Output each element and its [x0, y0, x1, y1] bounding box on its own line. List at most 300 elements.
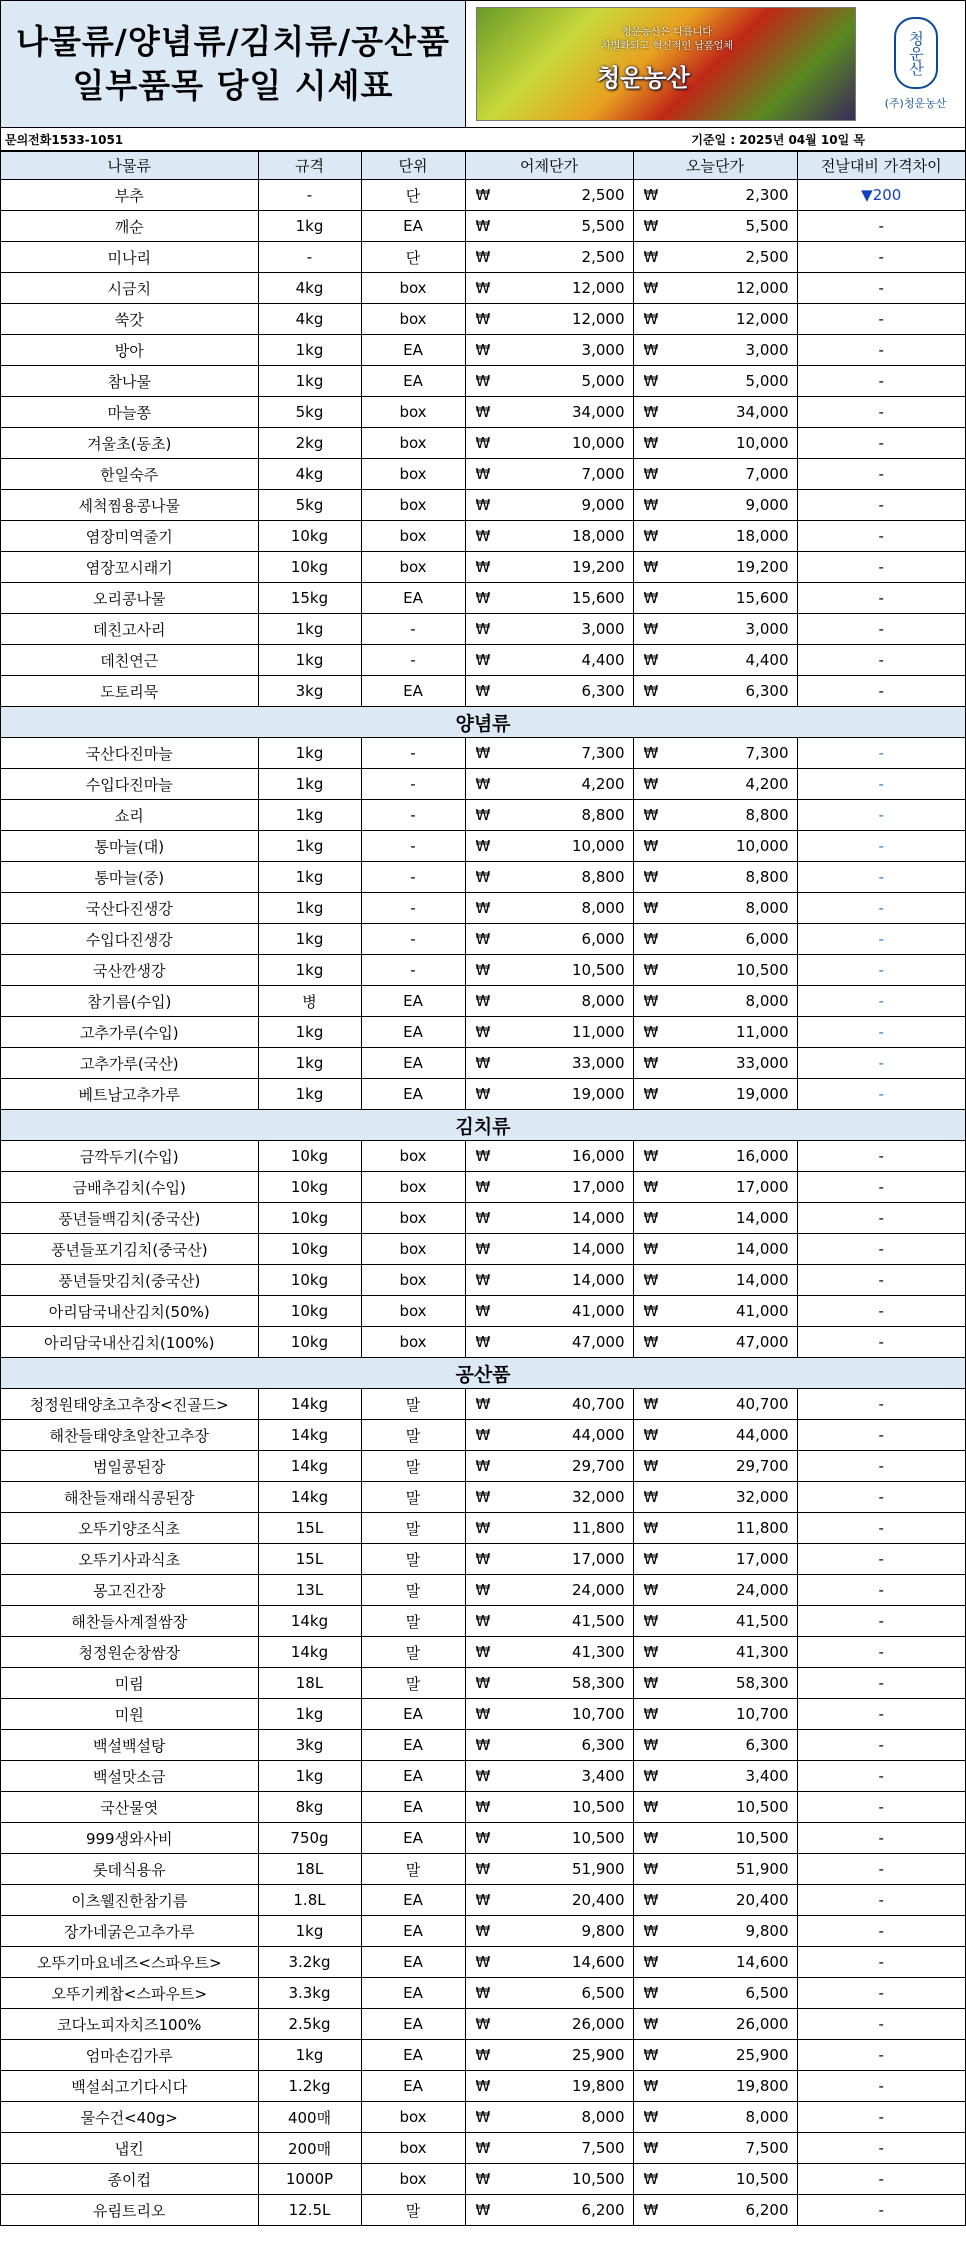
won-symbol: ₩	[643, 372, 659, 390]
table-row	[1, 273, 965, 304]
won-symbol: ₩	[643, 651, 659, 669]
today-price-cell	[633, 924, 797, 955]
today-price-cell	[633, 1668, 797, 1699]
yesterday-price-value: 17,000	[572, 1550, 625, 1568]
banner-tagline	[577, 26, 757, 54]
item-spec: 1kg	[258, 366, 361, 397]
price-difference: -	[797, 1792, 965, 1823]
item-spec: 4kg	[258, 304, 361, 335]
won-symbol: ₩	[643, 589, 659, 607]
won-symbol: ₩	[475, 2046, 491, 2064]
won-symbol: ₩	[643, 1736, 659, 1754]
price-difference: -	[797, 304, 965, 335]
won-symbol: ₩	[475, 2139, 491, 2157]
price-difference: -	[797, 552, 965, 583]
yesterday-price-value: 6,200	[581, 2201, 625, 2219]
won-symbol: ₩	[475, 2108, 491, 2126]
title-box	[1, 1, 466, 127]
yesterday-price-value: 11,000	[572, 1023, 625, 1041]
item-name: 시금치	[1, 273, 258, 304]
won-symbol: ₩	[475, 806, 491, 824]
today-price-cell	[633, 242, 797, 273]
item-spec: 3.2kg	[258, 1947, 361, 1978]
today-price	[634, 310, 797, 328]
yesterday-price-value: 19,000	[572, 1085, 625, 1103]
won-symbol: ₩	[475, 1705, 491, 1723]
item-unit: EA	[361, 583, 465, 614]
yesterday-price-cell	[465, 1451, 633, 1482]
today-price-cell	[633, 1544, 797, 1575]
table-row	[1, 645, 965, 676]
won-symbol: ₩	[643, 1550, 659, 1568]
item-spec: 12.5L	[258, 2195, 361, 2226]
yesterday-price-cell	[465, 955, 633, 986]
yesterday-price	[466, 589, 633, 607]
yesterday-price-cell	[465, 1234, 633, 1265]
company-logo	[866, 1, 965, 127]
item-name: 데친연근	[1, 645, 258, 676]
item-name: 청정원순창쌈장	[1, 1637, 258, 1668]
item-unit: -	[361, 645, 465, 676]
table-row	[1, 614, 965, 645]
yesterday-price-cell	[465, 800, 633, 831]
price-difference: -	[797, 521, 965, 552]
category-row	[1, 1358, 965, 1389]
title-line-1: 나물류/양념류/김치류/공산품	[16, 22, 450, 61]
item-name: 금배추김치(수입)	[1, 1172, 258, 1203]
yesterday-price-value: 14,000	[572, 1240, 625, 1258]
item-spec: 200매	[258, 2133, 361, 2164]
yesterday-price	[466, 651, 633, 669]
item-spec: 10kg	[258, 1234, 361, 1265]
table-row	[1, 335, 965, 366]
item-spec: 8kg	[258, 1792, 361, 1823]
yesterday-price-value: 33,000	[572, 1054, 625, 1072]
yesterday-price	[466, 1550, 633, 1568]
table-row	[1, 924, 965, 955]
item-unit: EA	[361, 1978, 465, 2009]
won-symbol: ₩	[643, 775, 659, 793]
item-spec: 10kg	[258, 1203, 361, 1234]
yesterday-price-value: 2,500	[581, 186, 625, 204]
item-unit: EA	[361, 366, 465, 397]
item-spec: 13L	[258, 1575, 361, 1606]
won-symbol: ₩	[643, 1829, 659, 1847]
today-price	[634, 2201, 797, 2219]
yesterday-price-cell	[465, 1203, 633, 1234]
item-spec: 750g	[258, 1823, 361, 1854]
yesterday-price-cell	[465, 2040, 633, 2071]
won-symbol: ₩	[475, 1023, 491, 1041]
today-price-value: 41,300	[736, 1643, 789, 1661]
today-price-cell	[633, 831, 797, 862]
today-price-cell	[633, 986, 797, 1017]
won-symbol: ₩	[475, 1240, 491, 1258]
today-price-cell	[633, 1389, 797, 1420]
table-row	[1, 1761, 965, 1792]
item-unit: -	[361, 924, 465, 955]
yesterday-price-value: 15,600	[572, 589, 625, 607]
item-name: 데친고사리	[1, 614, 258, 645]
today-price-value: 24,000	[736, 1581, 789, 1599]
item-unit: 말	[361, 1575, 465, 1606]
price-difference: -	[797, 2164, 965, 2195]
today-price-value: 9,800	[745, 1922, 789, 1940]
today-price-value: 6,500	[745, 1984, 789, 2002]
won-symbol: ₩	[643, 1209, 659, 1227]
yesterday-price	[466, 1798, 633, 1816]
today-price-cell	[633, 862, 797, 893]
table-row	[1, 955, 965, 986]
won-symbol: ₩	[475, 1519, 491, 1537]
today-price	[634, 1457, 797, 1475]
price-difference: -	[797, 800, 965, 831]
yesterday-price	[466, 930, 633, 948]
item-unit: EA	[361, 2009, 465, 2040]
item-unit: 말	[361, 1389, 465, 1420]
today-price-value: 19,000	[736, 1085, 789, 1103]
table-row	[1, 397, 965, 428]
item-unit: 말	[361, 1451, 465, 1482]
yesterday-price-value: 7,300	[581, 744, 625, 762]
table-row	[1, 1792, 965, 1823]
table-row	[1, 242, 965, 273]
today-price-value: 33,000	[736, 1054, 789, 1072]
yesterday-price	[466, 682, 633, 700]
table-row	[1, 2133, 965, 2164]
table-row	[1, 552, 965, 583]
item-name: 수입다진생강	[1, 924, 258, 955]
yesterday-price-value: 4,400	[581, 651, 625, 669]
yesterday-price	[466, 1519, 633, 1537]
yesterday-price	[466, 775, 633, 793]
category-row	[1, 1110, 965, 1141]
won-symbol: ₩	[643, 527, 659, 545]
price-difference: -	[797, 1048, 965, 1079]
won-symbol: ₩	[475, 372, 491, 390]
yesterday-price-cell	[465, 1854, 633, 1885]
today-price	[634, 899, 797, 917]
item-unit: EA	[361, 1947, 465, 1978]
yesterday-price-cell	[465, 1637, 633, 1668]
won-symbol: ₩	[643, 1643, 659, 1661]
price-difference: -	[797, 1761, 965, 1792]
item-unit: box	[361, 459, 465, 490]
yesterday-price-value: 12,000	[572, 310, 625, 328]
today-price-value: 8,000	[745, 899, 789, 917]
yesterday-price	[466, 992, 633, 1010]
won-symbol: ₩	[643, 620, 659, 638]
table-row	[1, 1141, 965, 1172]
price-difference: -	[797, 893, 965, 924]
today-price-cell	[633, 1792, 797, 1823]
today-price	[634, 1798, 797, 1816]
yesterday-price-value: 3,000	[581, 620, 625, 638]
yesterday-price-cell	[465, 2133, 633, 2164]
item-unit: EA	[361, 1916, 465, 1947]
item-spec: 10kg	[258, 1141, 361, 1172]
yesterday-price-cell	[465, 1265, 633, 1296]
item-name: 오뚜기양조식초	[1, 1513, 258, 1544]
won-symbol: ₩	[475, 1767, 491, 1785]
price-difference: -	[797, 986, 965, 1017]
item-spec: 10kg	[258, 1327, 361, 1358]
won-symbol: ₩	[475, 2170, 491, 2188]
yesterday-price	[466, 1457, 633, 1475]
yesterday-price-cell	[465, 1482, 633, 1513]
won-symbol: ₩	[475, 620, 491, 638]
item-spec: 1kg	[258, 1017, 361, 1048]
today-price-cell	[633, 1513, 797, 1544]
today-price	[634, 961, 797, 979]
yesterday-price-cell	[465, 676, 633, 707]
yesterday-price	[466, 1333, 633, 1351]
won-symbol: ₩	[643, 1519, 659, 1537]
yesterday-price-value: 17,000	[572, 1178, 625, 1196]
item-spec: 15L	[258, 1544, 361, 1575]
price-difference: -	[797, 676, 965, 707]
today-price-value: 8,800	[745, 806, 789, 824]
today-price-cell	[633, 2009, 797, 2040]
today-price-value: 41,000	[736, 1302, 789, 1320]
price-difference: -	[797, 738, 965, 769]
today-price-cell	[633, 955, 797, 986]
yesterday-price-value: 58,300	[572, 1674, 625, 1692]
table-row	[1, 1606, 965, 1637]
today-price	[634, 2108, 797, 2126]
yesterday-price-value: 34,000	[572, 403, 625, 421]
item-spec: 14kg	[258, 1637, 361, 1668]
item-spec: 1kg	[258, 769, 361, 800]
item-unit: -	[361, 831, 465, 862]
item-name: 마늘쫑	[1, 397, 258, 428]
item-unit: box	[361, 428, 465, 459]
won-symbol: ₩	[475, 1271, 491, 1289]
won-symbol: ₩	[475, 1736, 491, 1754]
price-difference: -	[797, 2009, 965, 2040]
yesterday-price-value: 41,300	[572, 1643, 625, 1661]
won-symbol: ₩	[643, 2108, 659, 2126]
today-price	[634, 1829, 797, 1847]
today-price	[634, 1209, 797, 1227]
won-symbol: ₩	[643, 2015, 659, 2033]
item-name: 쑥갓	[1, 304, 258, 335]
yesterday-price-cell	[465, 1606, 633, 1637]
won-symbol: ₩	[643, 1922, 659, 1940]
won-symbol: ₩	[643, 2139, 659, 2157]
table-row	[1, 180, 965, 211]
table-row	[1, 521, 965, 552]
yesterday-price-cell	[465, 831, 633, 862]
won-symbol: ₩	[643, 279, 659, 297]
col-header-name: 나물류	[1, 152, 258, 180]
today-price-cell	[633, 2040, 797, 2071]
today-price-value: 32,000	[736, 1488, 789, 1506]
table-body	[1, 180, 965, 2226]
yesterday-price-cell	[465, 1575, 633, 1606]
today-price-cell	[633, 459, 797, 490]
today-price-value: 12,000	[736, 310, 789, 328]
yesterday-price	[466, 310, 633, 328]
item-unit: -	[361, 800, 465, 831]
yesterday-price-value: 19,800	[572, 2077, 625, 2095]
category-title: 공산품	[1, 1358, 965, 1389]
item-name: 참나물	[1, 366, 258, 397]
yesterday-price-value: 26,000	[572, 2015, 625, 2033]
item-unit: box	[361, 397, 465, 428]
yesterday-price	[466, 1581, 633, 1599]
won-symbol: ₩	[475, 1674, 491, 1692]
yesterday-price-value: 5,500	[581, 217, 625, 235]
won-symbol: ₩	[475, 961, 491, 979]
won-symbol: ₩	[475, 1209, 491, 1227]
yesterday-price-value: 10,500	[572, 2170, 625, 2188]
table-row	[1, 1203, 965, 1234]
item-unit: EA	[361, 2071, 465, 2102]
won-symbol: ₩	[643, 434, 659, 452]
price-difference: ▼200	[797, 180, 965, 211]
yesterday-price-value: 5,000	[581, 372, 625, 390]
won-symbol: ₩	[475, 992, 491, 1010]
today-price	[634, 1891, 797, 1909]
item-spec: 14kg	[258, 1389, 361, 1420]
yesterday-price	[466, 1302, 633, 1320]
today-price-value: 44,000	[736, 1426, 789, 1444]
won-symbol: ₩	[643, 1240, 659, 1258]
yesterday-price-cell	[465, 1885, 633, 1916]
yesterday-price-value: 7,500	[581, 2139, 625, 2157]
item-unit: box	[361, 2164, 465, 2195]
today-price-cell	[633, 1916, 797, 1947]
item-unit: box	[361, 1296, 465, 1327]
yesterday-price-value: 10,000	[572, 837, 625, 855]
today-price	[634, 1147, 797, 1165]
item-name: 겨울초(동초)	[1, 428, 258, 459]
table-header-row	[1, 152, 965, 180]
today-price-value: 10,500	[736, 2170, 789, 2188]
today-price	[634, 1550, 797, 1568]
won-symbol: ₩	[643, 682, 659, 700]
price-difference: -	[797, 1947, 965, 1978]
col-header-unit: 단위	[361, 152, 465, 180]
item-spec: 14kg	[258, 1606, 361, 1637]
today-price	[634, 434, 797, 452]
yesterday-price	[466, 372, 633, 390]
category-title: 김치류	[1, 1110, 965, 1141]
item-spec: 15L	[258, 1513, 361, 1544]
item-spec: -	[258, 180, 361, 211]
won-symbol: ₩	[475, 1984, 491, 2002]
yesterday-price-cell	[465, 1792, 633, 1823]
today-price-cell	[633, 1761, 797, 1792]
yesterday-price-value: 16,000	[572, 1147, 625, 1165]
today-price-value: 4,400	[745, 651, 789, 669]
won-symbol: ₩	[643, 1488, 659, 1506]
today-price	[634, 837, 797, 855]
won-symbol: ₩	[475, 837, 491, 855]
won-symbol: ₩	[475, 589, 491, 607]
won-symbol: ₩	[475, 279, 491, 297]
won-symbol: ₩	[475, 1333, 491, 1351]
today-price-cell	[633, 1451, 797, 1482]
table-row	[1, 1699, 965, 1730]
item-unit: EA	[361, 1017, 465, 1048]
today-price-value: 3,000	[745, 341, 789, 359]
today-price	[634, 1984, 797, 2002]
price-difference: -	[797, 242, 965, 273]
won-symbol: ₩	[475, 341, 491, 359]
won-symbol: ₩	[475, 682, 491, 700]
today-price-value: 8,000	[745, 992, 789, 1010]
yesterday-price-cell	[465, 1947, 633, 1978]
today-price-cell	[633, 1141, 797, 1172]
today-price	[634, 558, 797, 576]
today-price	[634, 806, 797, 824]
yesterday-price	[466, 341, 633, 359]
price-difference: -	[797, 1730, 965, 1761]
category-title: 양념류	[1, 707, 965, 738]
price-difference: -	[797, 1296, 965, 1327]
today-price	[634, 1736, 797, 1754]
table-row	[1, 1544, 965, 1575]
today-price-value: 40,700	[736, 1395, 789, 1413]
yesterday-price	[466, 2108, 633, 2126]
yesterday-price	[466, 1643, 633, 1661]
today-price-value: 19,200	[736, 558, 789, 576]
item-name: 풍년들백김치(중국산)	[1, 1203, 258, 1234]
won-symbol: ₩	[643, 1395, 659, 1413]
table-row	[1, 1947, 965, 1978]
yesterday-price-cell	[465, 552, 633, 583]
yesterday-price-cell	[465, 893, 633, 924]
item-unit: box	[361, 1203, 465, 1234]
yesterday-price	[466, 2015, 633, 2033]
yesterday-price-value: 47,000	[572, 1333, 625, 1351]
yesterday-price	[466, 744, 633, 762]
yesterday-price	[466, 558, 633, 576]
col-header-yesterday: 어제단가	[465, 152, 633, 180]
today-price	[634, 1705, 797, 1723]
won-symbol: ₩	[475, 775, 491, 793]
today-price-value: 25,900	[736, 2046, 789, 2064]
won-symbol: ₩	[475, 1581, 491, 1599]
today-price-cell	[633, 1265, 797, 1296]
banner-tagline-1: 청운농산은 다릅니다	[621, 27, 713, 38]
category-row	[1, 707, 965, 738]
today-price-value: 6,000	[745, 930, 789, 948]
price-difference: -	[797, 862, 965, 893]
today-price-cell	[633, 769, 797, 800]
table-row	[1, 862, 965, 893]
price-difference: -	[797, 2040, 965, 2071]
item-unit: box	[361, 490, 465, 521]
won-symbol: ₩	[643, 1426, 659, 1444]
won-symbol: ₩	[643, 558, 659, 576]
table-row	[1, 490, 965, 521]
yesterday-price	[466, 1085, 633, 1103]
won-symbol: ₩	[643, 2077, 659, 2095]
won-symbol: ₩	[475, 1147, 491, 1165]
price-difference: -	[797, 1606, 965, 1637]
yesterday-price-value: 3,400	[581, 1767, 625, 1785]
table-row	[1, 583, 965, 614]
item-name: 깨순	[1, 211, 258, 242]
yesterday-price	[466, 1178, 633, 1196]
won-symbol: ₩	[475, 1054, 491, 1072]
table-row	[1, 986, 965, 1017]
yesterday-price-cell	[465, 2071, 633, 2102]
item-name: 도토리묵	[1, 676, 258, 707]
